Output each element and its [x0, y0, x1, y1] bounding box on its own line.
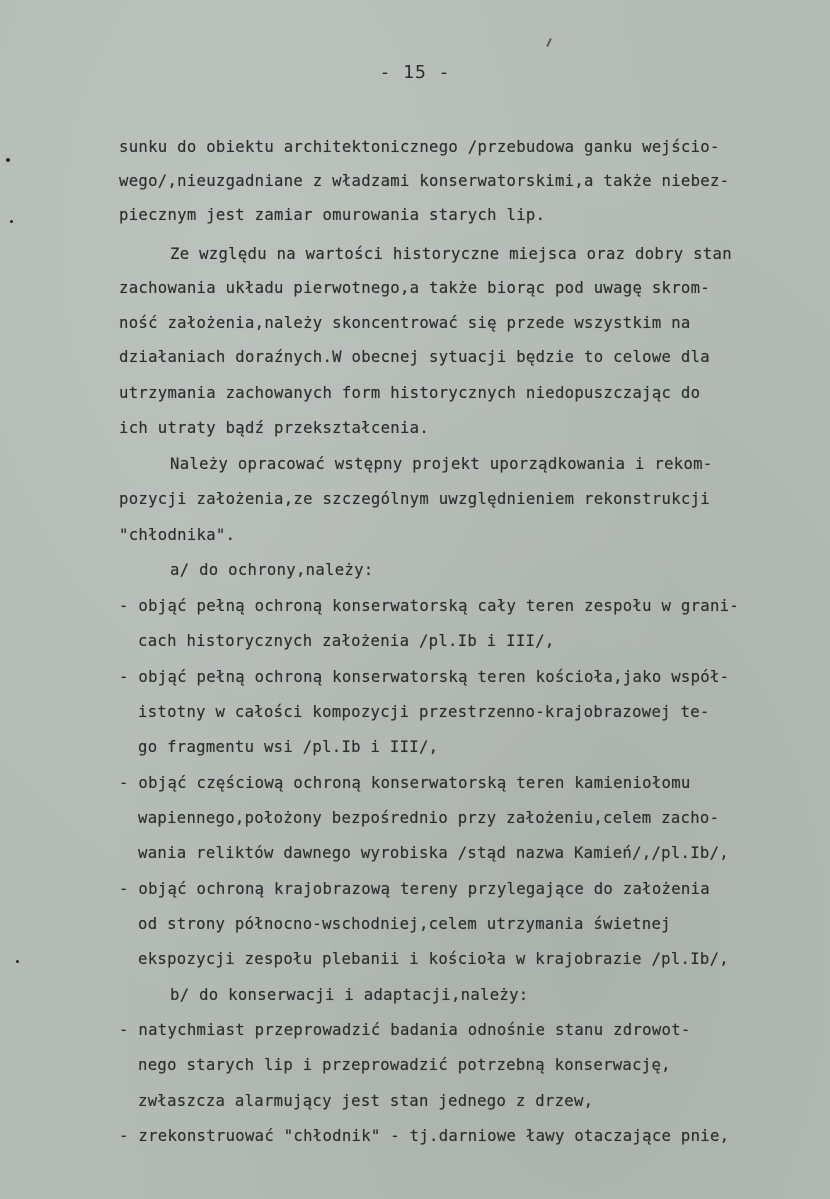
text-line: Ze względu na wartości historyczne miejsca oraz dobry stan: [170, 245, 732, 263]
text-line: zwłaszcza alarmujący jest stan jednego z drzew,: [138, 1092, 594, 1110]
margin-punch-dot: [16, 960, 19, 963]
stray-pen-mark: [546, 38, 552, 47]
text-line: ność założenia,należy skoncentrować się przede wszystkim na: [119, 314, 691, 332]
text-line: b/ do konserwacji i adaptacji,należy:: [170, 986, 529, 1004]
text-line: od strony północno-wschodniej,celem utrzymania świetnej: [138, 915, 671, 933]
text-line: - objąć częściową ochroną konserwatorską teren kamieniołomu: [119, 774, 691, 792]
margin-punch-dot: [10, 220, 13, 223]
text-line: wapiennego,położony bezpośrednio przy założeniu,celem zacho-: [138, 809, 720, 827]
text-line: ekspozycji zespołu plebanii i kościoła w krajobrazie /pl.Ib/,: [138, 950, 729, 968]
text-line: Należy opracować wstępny projekt uporządkowania i rekom-: [170, 455, 713, 473]
margin-punch-dot: [6, 158, 10, 162]
text-line: zachowania układu pierwotnego,a także biorąc pod uwagę skrom-: [119, 279, 710, 297]
text-line: działaniach doraźnych.W obecnej sytuacji będzie to celowe dla: [119, 348, 710, 366]
text-line: nego starych lip i przeprowadzić potrzebną konserwację,: [138, 1056, 671, 1074]
text-line: cach historycznych założenia /pl.Ib i III/,: [138, 632, 555, 650]
text-line: - natychmiast przeprowadzić badania odnośnie stanu zdrowot-: [119, 1021, 691, 1039]
text-line: utrzymania zachowanych form historycznych niedopuszczając do: [119, 384, 701, 402]
text-line: - zrekonstruować "chłodnik" - tj.darniowe ławy otaczające pnie,: [119, 1127, 730, 1145]
text-line: a/ do ochrony,należy:: [170, 561, 374, 579]
text-line: - objąć pełną ochroną konserwatorską teren kościoła,jako współ-: [119, 668, 730, 686]
text-line: sunku do obiektu architektonicznego /przebudowa ganku wejścio-: [119, 138, 720, 156]
page-number: - 15 -: [379, 62, 451, 83]
text-line: piecznym jest zamiar omurowania starych lip.: [119, 206, 546, 224]
text-line: go fragmentu wsi /pl.Ib i III/,: [138, 738, 439, 756]
text-line: ich utraty bądź przekształcenia.: [119, 419, 430, 437]
text-line: pozycji założenia,ze szczególnym uwzględnieniem rekonstrukcji: [119, 490, 710, 508]
text-line: istotny w całości kompozycji przestrzenno-krajobrazowej te-: [138, 703, 710, 721]
text-line: wego/,nieuzgadniane z władzami konserwatorskimi,a także niebez-: [119, 172, 730, 190]
text-line: - objąć ochroną krajobrazową tereny przylegające do założenia: [119, 880, 710, 898]
text-line: wania reliktów dawnego wyrobiska /stąd nazwa Kamień/,/pl.Ib/,: [138, 844, 729, 862]
text-line: "chłodnika".: [119, 526, 236, 544]
text-line: - objąć pełną ochroną konserwatorską cały teren zespołu w grani-: [119, 597, 740, 615]
